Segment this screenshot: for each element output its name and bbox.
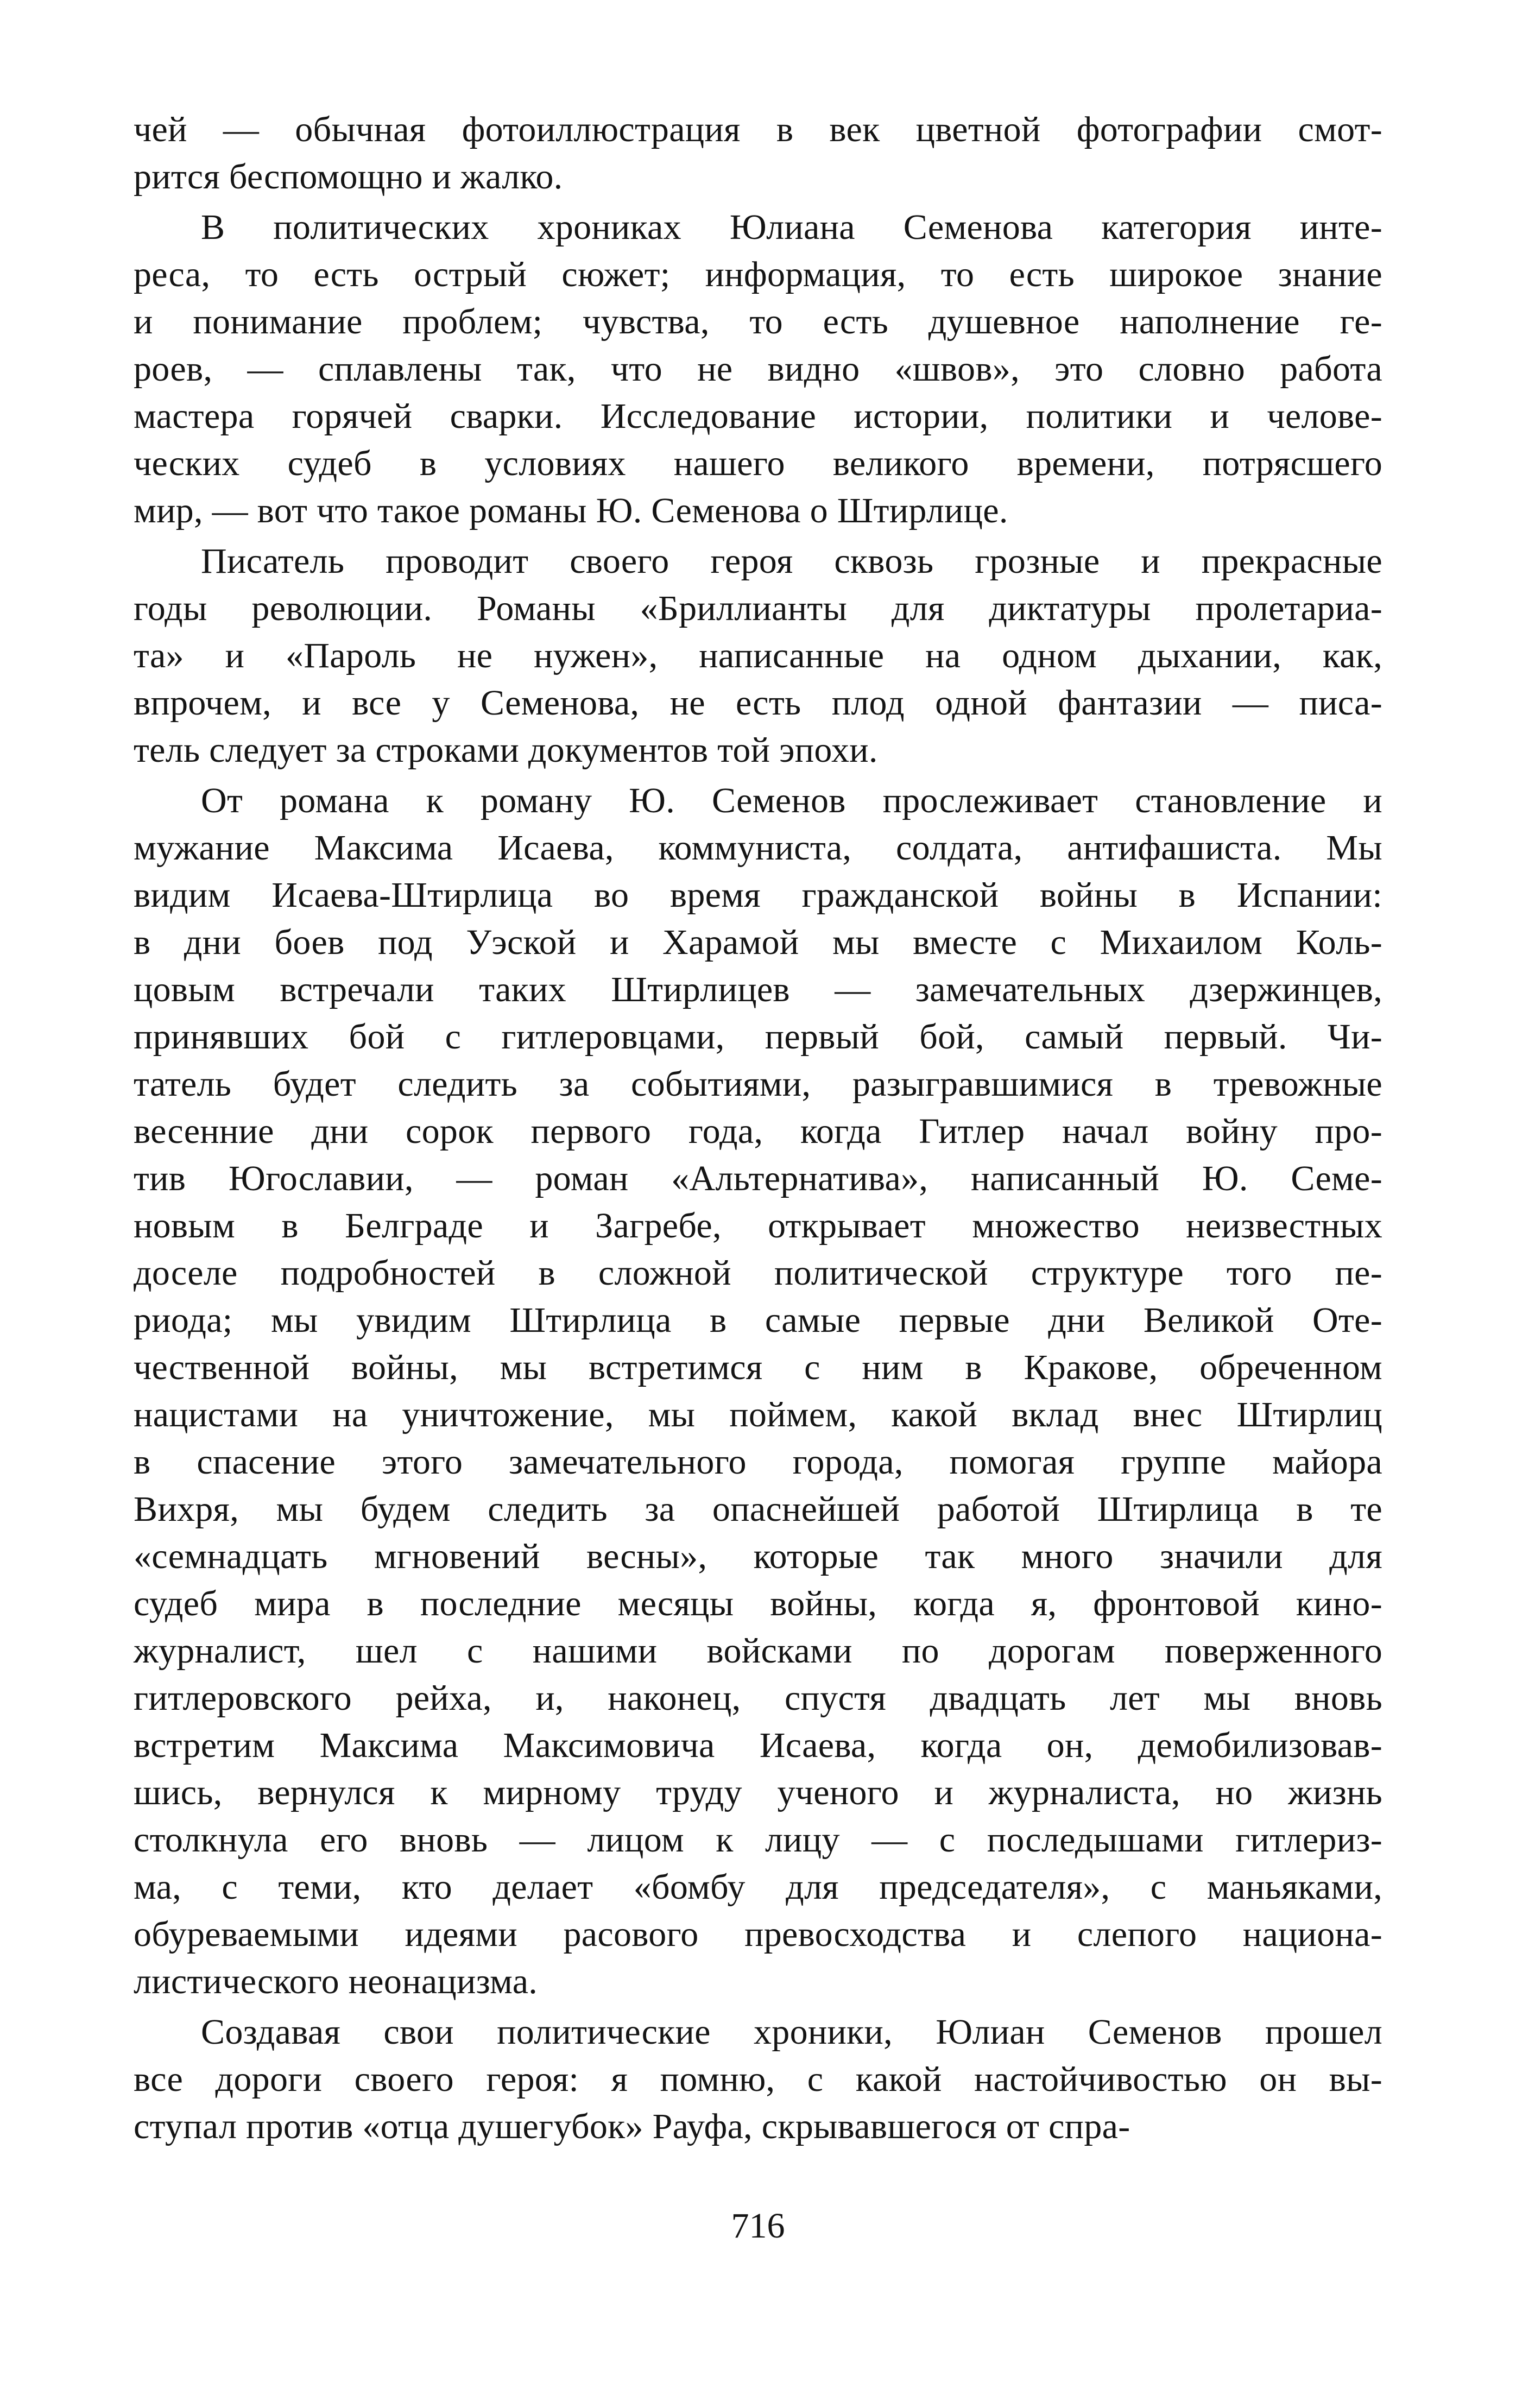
text-line: мастера горячей сварки. Исследование истории, политики и челове- xyxy=(134,396,1382,436)
text-line: От романа к роману Ю. Семенов прослеживает становление и xyxy=(201,781,1382,820)
text-line: весенние дни сорок первого года, когда Гитлер начал войну про- xyxy=(134,1111,1382,1151)
text-line: тив Югославии, — роман «Альтернатива», написанный Ю. Семе- xyxy=(134,1159,1382,1198)
page-number: 716 xyxy=(731,2206,785,2246)
text-line: впрочем, и все у Семенова, не есть плод одной фантазии — писа- xyxy=(134,683,1382,723)
text-line: годы революции. Романы «Бриллианты для диктатуры пролетариа- xyxy=(134,589,1382,628)
text-line: та» и «Пароль не нужен», написанные на одном дыхании, как, xyxy=(134,636,1382,675)
text-line: тель следует за строками документов той эпохи. xyxy=(134,730,878,770)
text-line: нацистами на уничтожение, мы поймем, какой вклад внес Штирлиц xyxy=(134,1395,1382,1434)
text-line: судеб мира в последние месяцы войны, когда я, фронтовой кино- xyxy=(134,1584,1382,1623)
text-line: принявших бой с гитлеровцами, первый бой, самый первый. Чи- xyxy=(134,1017,1382,1057)
text-line: Создавая свои политические хроники, Юлиан Семенов прошел xyxy=(201,2012,1382,2052)
text-line: «семнадцать мгновений весны», которые так много значили для xyxy=(134,1537,1382,1576)
text-line: столкнула его вновь — лицом к лицу — с последышами гитлериз- xyxy=(134,1820,1382,1860)
text-line: обуреваемыми идеями расового превосходства и слепого национа- xyxy=(134,1914,1382,1954)
text-line: мир, — вот что такое романы Ю. Семенова о Штирлице. xyxy=(134,491,1008,530)
text-line: и понимание проблем; чувства, то есть душевное наполнение ге- xyxy=(134,302,1382,342)
text-line: татель будет следить за событиями, разыгравшимися в тревожные xyxy=(134,1064,1382,1104)
text-line: реса, то есть острый сюжет; информация, то есть широкое знание xyxy=(134,255,1382,294)
text-line: ческих судеб в условиях нашего великого времени, потрясшего xyxy=(134,444,1382,483)
text-line: роев, — сплавлены так, что не видно «швов», это словно работа xyxy=(134,349,1382,389)
paragraph xyxy=(134,106,1382,200)
text-line: ма, с теми, кто делает «бомбу для председателя», с маньяками, xyxy=(134,1867,1382,1907)
text-line: Вихря, мы будем следить за опаснейшей работой Штирлица в те xyxy=(134,1489,1382,1529)
text-line: Писатель проводит своего героя сквозь грозные и прекрасные xyxy=(201,541,1382,581)
text-line: журналист, шел с нашими войсками по дорогам поверженного xyxy=(134,1631,1382,1671)
text-line: цовым встречали таких Штирлицев — замечательных дзержинцев, xyxy=(134,970,1382,1009)
text-line: гитлеровского рейха, и, наконец, спустя двадцать лет мы вновь xyxy=(134,1678,1382,1718)
paragraph xyxy=(134,538,1382,774)
paragraph xyxy=(134,2008,1382,2150)
paragraph xyxy=(134,777,1382,2005)
text-line: В политических хрониках Юлиана Семенова категория инте- xyxy=(201,207,1382,247)
text-line: доселе подробностей в сложной политической структуре того пе- xyxy=(134,1253,1382,1293)
text-line: все дороги своего героя: я помню, с какой настойчивостью он вы- xyxy=(134,2059,1382,2099)
body-text xyxy=(134,106,1382,2153)
text-line: чей — обычная фотоиллюстрация в век цветной фотографии смот- xyxy=(134,110,1382,149)
text-line: видим Исаева-Штирлица во время гражданской войны в Испании: xyxy=(134,875,1382,915)
text-line: в дни боев под Уэской и Харамой мы вместе с Михаилом Коль- xyxy=(134,922,1382,962)
text-line: рится беспомощно и жалко. xyxy=(134,157,563,197)
text-line: новым в Белграде и Загребе, открывает множество неизвестных xyxy=(134,1206,1382,1246)
text-line: листического неонацизма. xyxy=(134,1962,538,2001)
text-line: в спасение этого замечательного города, помогая группе майора xyxy=(134,1442,1382,1482)
text-line: шись, вернулся к мирному труду ученого и журналиста, но жизнь xyxy=(134,1773,1382,1812)
text-line: риода; мы увидим Штирлица в самые первые дни Великой Оте- xyxy=(134,1300,1382,1340)
text-line: ступал против «отца душегубок» Рауфа, скрывавшегося от спра- xyxy=(134,2107,1130,2146)
text-line: встретим Максима Максимовича Исаева, когда он, демобилизовав- xyxy=(134,1726,1382,1765)
text-line: мужание Максима Исаева, коммуниста, солдата, антифашиста. Мы xyxy=(134,828,1382,868)
text-line: чественной войны, мы встретимся с ним в Кракове, обреченном xyxy=(134,1348,1382,1387)
paragraph xyxy=(134,204,1382,534)
